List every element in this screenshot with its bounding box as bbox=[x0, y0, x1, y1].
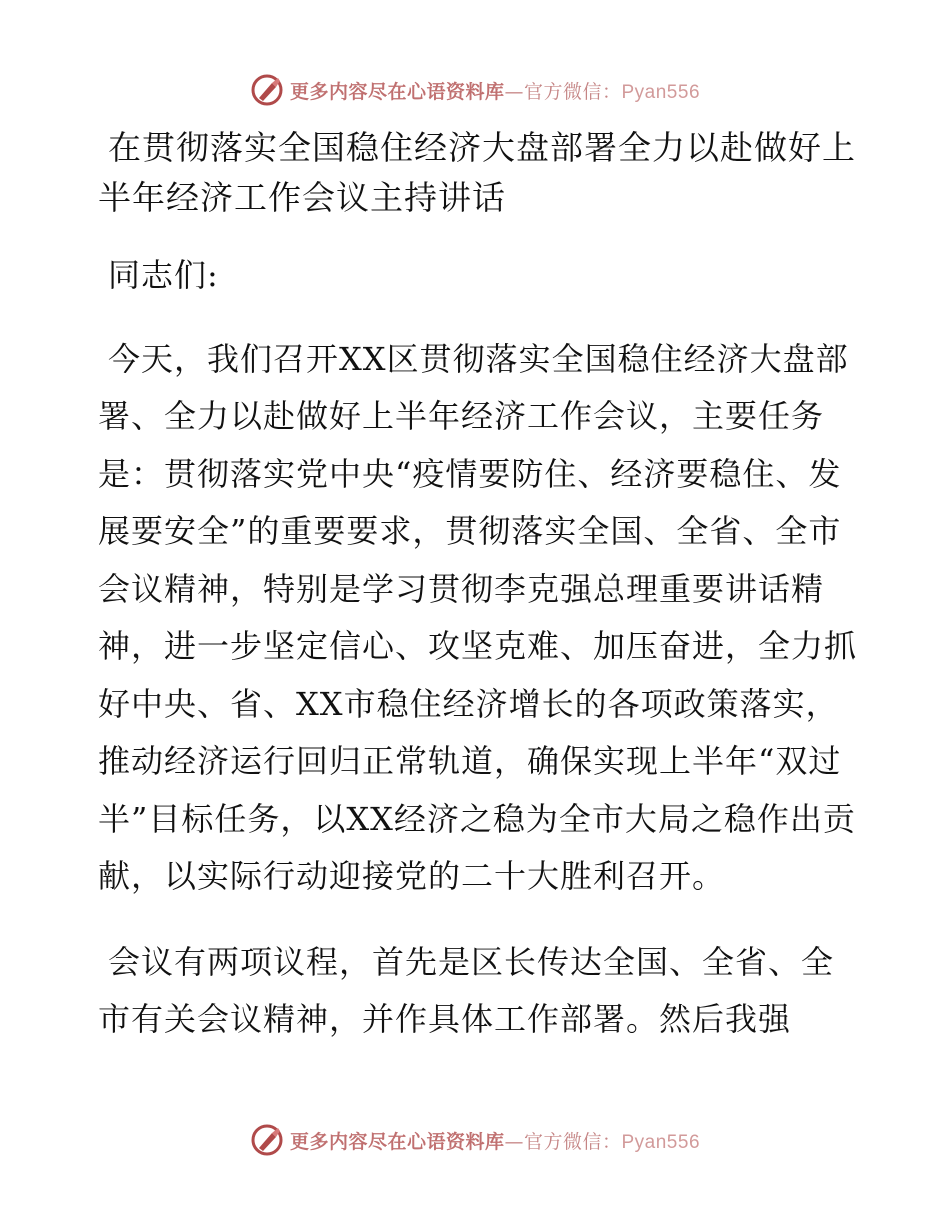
paragraph: 会议有两项议程，首先是区长传达全国、全省、全市有关会议精神，并作具体工作部署。然后我强 bbox=[98, 942, 835, 1038]
watermark-text: 更多内容尽在心语资料库—官方微信：Pyan556 bbox=[289, 1130, 701, 1153]
pen-nib-seal-icon bbox=[250, 73, 284, 107]
pen-nib-seal-icon bbox=[250, 1123, 284, 1157]
document-body bbox=[98, 123, 858, 1049]
watermark-text: 更多内容尽在心语资料库—官方微信：Pyan556 bbox=[289, 80, 701, 103]
paragraph: 今天，我们召开XX区贯彻落实全国稳住经济大盘部署、全力以赴做好上半年经济工作会议，主要任务是：贯彻落实党中央“疫情要防住、经济要稳住、发展要安全”的重要要求，贯彻落实全国、全省、全市会议精神，特别是学习贯彻李克强总理重要讲话精神，进一步坚定信心、攻坚克难、加压奋进，全力抓好中央、省、XX市稳住经济增长的各项政策落实，推动经济运行回归正常轨道，确保实现上半年“双过半”目标任务，以XX经济之稳为全市大局之稳作出贡献，以实际行动迎接党的二十大胜利召开。 bbox=[98, 339, 858, 895]
document-title: 在贯彻落实全国稳住经济大盘部署全力以赴做好上半年经济工作会议主持讲话 bbox=[98, 128, 856, 217]
salutation: 同志们: bbox=[108, 256, 219, 294]
watermark-banner-bottom bbox=[0, 1120, 950, 1160]
watermark-banner-top bbox=[0, 70, 950, 110]
